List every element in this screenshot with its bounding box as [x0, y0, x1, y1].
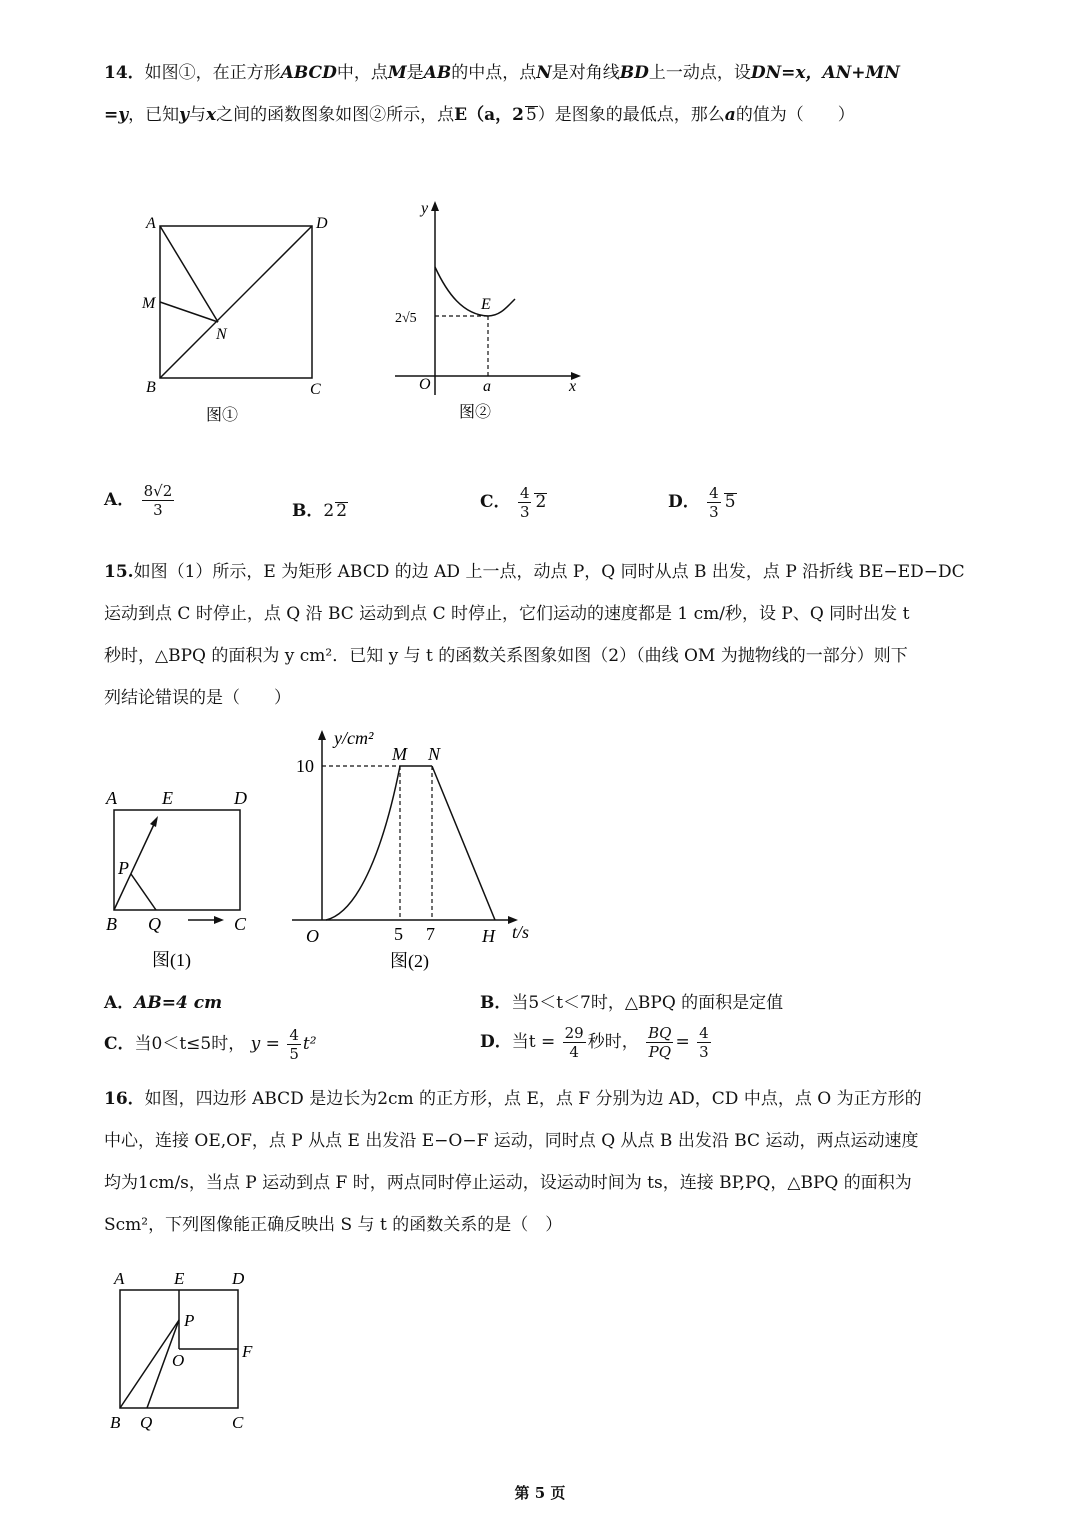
- label-p: P: [118, 858, 129, 878]
- label-x: x: [569, 378, 577, 395]
- label-origin: O: [419, 376, 431, 393]
- question-14: [104, 52, 984, 136]
- q14-option-d: D． $\frac{4}{3}$ 5: [668, 484, 736, 521]
- q15-option-d: D．当t = $\frac{29}{4}$ 秒时， $\frac{BQ}{PQ}$ = $\frac{4}{3}$: [480, 1024, 709, 1061]
- q15-option-b: B．当5＜t＜7时，△BPQ 的面积是定值: [480, 993, 784, 1013]
- label-d: D: [232, 1269, 245, 1288]
- q15-figure-2: [290, 722, 550, 977]
- segment-an: [160, 226, 218, 322]
- q15-line1: 15.如图（1）所示，E 为矩形 ABCD 的边 AD 上一点，动点 P，Q 同时从点 B 出发，点 P 沿折线 BE−ED−DC: [104, 562, 965, 582]
- label-ytick: 10: [296, 756, 314, 776]
- q15-figure-1: [100, 782, 270, 977]
- label-o: O: [172, 1351, 185, 1370]
- label-origin: O: [306, 926, 319, 946]
- segment-nh: [432, 766, 495, 920]
- label-c: C: [310, 381, 321, 398]
- label-h: H: [482, 926, 495, 946]
- label-b: B: [110, 1413, 121, 1432]
- q16-line2: 中心，连接 OE,OF，点 P 从点 E 出发沿 E−O−F 运动，同时点 Q 从点 B 出发沿 BC 运动，两点运动速度: [104, 1131, 919, 1151]
- rectangle-abcd: [114, 810, 240, 910]
- label-b: B: [146, 379, 156, 396]
- q14-line1: 14．如图①，在正方形ABCD中，点M是AB的中点，点N是对角线BD上一动点，设DN=x，AN+MN: [104, 63, 900, 83]
- figure-caption: 图(2): [390, 951, 429, 971]
- y-arrow-icon: [318, 730, 326, 740]
- page-number: 第 5 页: [514, 1484, 566, 1502]
- figure-caption: 图(1): [152, 950, 191, 970]
- label-n: N: [216, 326, 227, 343]
- q14-option-b: B．2 2: [292, 501, 348, 521]
- arrow-icon: [150, 816, 158, 827]
- q14-option-c: C． $\frac{4}{3}$ 2: [480, 484, 547, 521]
- segment-pq: [131, 874, 156, 910]
- question-16: [104, 1078, 984, 1246]
- label-a: A: [146, 215, 156, 232]
- label-e: E: [174, 1269, 185, 1288]
- y-arrow-icon: [431, 201, 439, 211]
- label-ylabel: y/cm²: [334, 728, 374, 748]
- segment-mn: [160, 302, 218, 322]
- function-curve: [435, 267, 515, 316]
- label-a: a: [483, 378, 491, 395]
- label-xlabel: t/s: [512, 922, 530, 942]
- q14-line2: =y，已知y与x之间的函数图象如图②所示，点E（a，2 5）是图象的最低点，那么a的值为（ ）: [104, 105, 855, 125]
- label-a: A: [114, 1269, 125, 1288]
- label-y: y: [421, 200, 429, 217]
- label-m: M: [142, 295, 156, 312]
- label-m: M: [392, 744, 407, 764]
- label-c: C: [234, 914, 247, 934]
- question-15: [104, 551, 984, 719]
- q15-option-c: C．当0＜t≤5时， y = $\frac{4}{5}$ t²: [104, 1026, 317, 1063]
- q15-line4: 列结论错误的是（ ）: [104, 688, 291, 708]
- q16-line4: Scm²，下列图像能正确反映出 S 与 t 的函数关系的是（ ）: [104, 1215, 563, 1235]
- label-a: A: [106, 788, 117, 808]
- arrow-right-icon: [214, 916, 224, 924]
- label-q: Q: [148, 914, 161, 934]
- label-f: F: [242, 1342, 253, 1361]
- label-q: Q: [140, 1413, 153, 1432]
- q14-figure-1: [130, 200, 350, 430]
- q14-option-a: A． $\frac{8√2}{3}$: [104, 482, 173, 519]
- q15-line2: 运动到点 C 时停止，点 Q 沿 BC 运动到点 C 时停止，它们运动的速度都是 1 cm/秒，设 P、Q 同时出发 t: [104, 604, 910, 624]
- segment-bp: [120, 1320, 179, 1408]
- diagonal-bd: [160, 226, 312, 378]
- label-n: N: [428, 744, 441, 764]
- label-t7: 7: [426, 924, 435, 944]
- label-c: C: [232, 1413, 244, 1432]
- q15-line3: 秒时，△BPQ 的面积为 y cm²．已知 y 与 t 的函数关系图象如图（2）（曲线 OM 为抛物线的一部分）则下: [104, 646, 908, 666]
- label-p: P: [184, 1311, 195, 1330]
- label-b: B: [106, 914, 117, 934]
- label-t5: 5: [394, 924, 403, 944]
- label-ytick: 2√5: [395, 311, 417, 326]
- figure-caption: 图①: [206, 407, 239, 424]
- label-e: E: [162, 788, 173, 808]
- label-d: D: [234, 788, 247, 808]
- figure-caption: 图②: [459, 404, 492, 421]
- q16-line1: 16．如图，四边形 ABCD 是边长为2cm 的正方形，点 E，点 F 分别为边 AD，CD 中点，点 O 为正方形的: [104, 1089, 922, 1109]
- q16-figure: [100, 1262, 270, 1442]
- label-e: E: [481, 296, 491, 313]
- parabola-om: [326, 766, 400, 920]
- q14-figure-2: [385, 195, 595, 430]
- q15-option-a: A．AB=4 cm: [104, 993, 223, 1013]
- label-d: D: [316, 215, 328, 232]
- q16-line3: 均为1cm/s，当点 P 运动到点 F 时，两点同时停止运动，设运动时间为 ts，连接 BP,PQ，△BPQ 的面积为: [104, 1173, 912, 1193]
